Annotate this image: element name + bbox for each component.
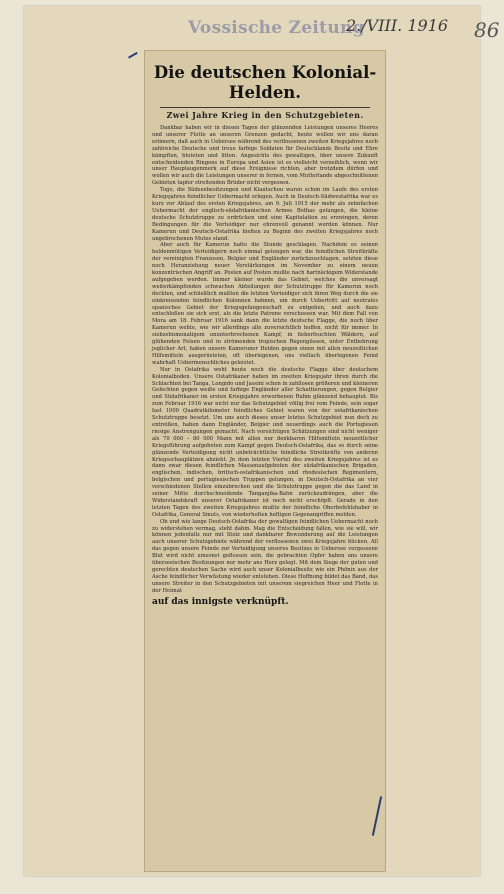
paragraph: Aber auch für Kamerun hatte die Stunde geschlagen. Nachdem es seinen heldenmütigen Verteidigern noch einmal gelungen war, die feindlichen Streitkräfte der vereinigten Franzosen, Belgier und Engländer zurückzuschlagen, setzten diese noch Heranziehung neuer Verstärkungen im November zu einem neuen konzentrischen Angriff an. Posten auf Posten mußte nach hartnäckigem Widerstande aufgegeben werden. Immer kleiner wurde das Gebiet, welches die unversagt weiterkämpfenden schwachen Abteilungen der Schutztruppe für Kamerun noch deckten, und schließlich mußten die letzten Verteidiger sich ihren Weg durch die sie einkreisenden feindlichen Kolonnen bahnen, um durch Uebertritt auf neutrales spanisches Gebiet der Kriegsgefangenschaft zu entgehen, und auch dazu entschloßen sie sich erst, als die letzte Patrone verschossen war. Mit dem Fall von Mora am 18. Februar 1916 sank dann die letzte deutsche Flagge, die noch über Kamerun wehte, wie wir allerdings alle zuversichtlich hoffen, nicht für immer. In siebzehnmonatigem ununterbrochenen Kampf, in fieberfeuchten Wäldern, auf glühenden Felsen und in strömenden tropischen Regengüssen, unter Entbehrung jeglicher Art, haben unsere Kameruner Helden gegen einen mit allen neuzeitlichen Hilfsmitteln ausgerüsteten, oft überlegenen, uns vielfach überlegenen Feind wahrhaft Uebermenschliches geleistet. [152, 242, 378, 366]
article-subtitle: Zwei Jahre Krieg in den Schutzgebieten. [166, 110, 364, 120]
newspaper-clipping [144, 50, 386, 872]
paragraph: Ob und wie lange Deutsch-Ostafrika der gewaltigen feindlichen Uebermacht noch zu widerstehen vermag, steht dahin. Mag die Entscheidung fallen, wie sie will, wir können jedenfalls nur mit Stolz und dankbarer Bewunderung auf die Leistungen auch unserer Schutzgebiete während der verflossenen zwei Kriegsjahre blicken. All das gegen unsere Feinde zur Verteidigung unseres Besitzes in Uebersee vergossene Blut wird nicht umsonst geflossen sein, die gebrachten Opfer haben uns unsere überseeischen Besitzungen nur mehr ans Herz gelegt. Mit dem Siege der guten und gerechten deutschen Sache wird auch unser Kolonialbesitz wie ein Phönix aus der Asche feindlicher Verwüstung wieder entstehen. Diese Hoffnung bildet das Band, das unsere Streiter in den Schutzgebieten mit unserem siegreichen Heer und Flotte in der Heimat [152, 518, 378, 594]
folio-number: 86 [474, 18, 500, 42]
article-closing-line: auf das innigste verknüpft. [152, 596, 289, 607]
handwritten-date: 2./VIII. 1916 [346, 16, 449, 35]
pencil-mark [128, 52, 137, 58]
title-rule [160, 107, 370, 108]
newspaper-stamp: Vossische Zeitung [188, 18, 365, 38]
paragraph: Nur in Ostafrika weht heute noch die deutsche Flagge über deutschem Kolonialboden. Unsere Ostafrikaner haben im zweiten Kriegsjahr ihren durch die Schlachten bei Tanga, Longido und Jassini schon in zahllosen größeren und kleineren Gefechten gegen weiße und farbige Engländer aller Schattierungen, gegen Belgier und Südafrikaner im ersten Kriegsjahre erworbenen Ruhm glänzend behauptet. Bis zum Februar 1916 war nicht nur das Schutzgebiet völlig frei vom Feinde, sein sogar fast 1000 Quadratkilometer feindliches Gebiet waren von der ostafrikanischen Schutztruppe besetzt. Um uns auch dieses unser letztes Schutzgebiet nun doch zu entreißen, haben dann Engländer, Belgier und neuerdings auch die Portugiesen riesige Anstrengungen gemacht. Nach vorsichtigen Schätzungen sind nicht weniger als 70 000 – 80 000 Mann mit allen nur denkbaren Hilfsmitteln neuzeitlicher Kriegsführung aufgeboten zum Kampf gegen Deutsch-Ostafrika, das so durch seine glänzende Verteidigung nicht unbeträchtliche feindliche Streitkräfte von anderen Kriegsschauplätzen abzieht. Jn dem letzten Viertel des zweiten Kriegsjahres ist es dann zwar diesen feindlichen Massenaufgeboten der südafrikanischen Brigaden, englischen, indischen, britisch-ostafrikanischen und rhodesischen Regimentern, belgischen und portugiesischen Truppen gelungen, in Deutsch-Ostafrika an vier verschiedenen Stellen einzubrechen und die Schutztruppe gegen die das Land in seiner Mitte durchschneidende Tanganjika-Bahn zurückzudrängen, aber die Widerstandskraft unserer Ostafrikaner ist noch nicht erschöpft. Gerade in den letzten Tagen des zweiten Kriegsjahres mußte der feindliche Oberbefehlshaber in Ostafrika, General Smuts, von wiederholten heftigen Gegenangriffen melden. [152, 366, 378, 518]
paragraph: Dankbar haben wir in diesen Tagen der glänzenden Leistungen unseres Heeres und unserer Flotte an unseren Grenzen gedacht, heute wollen wir uns daran erinnern, daß auch in Uebersee während des verflossenen zweiten Kriegsjahres noch zahlreiche Deutsche und treue farbige Soldaten für Deutschlands Besitz und Ehre kämpften, bluteten und litten. Angesichts des gewaltigen, über unsere Zukunft entscheidenden Ringens in Europa und Asien ist es vielleicht verzeihlich, wenn wir unser Hauptaugenmerk auf diese Ereignisse richten, aber trotzdem dürfen und wollen wir auch die Leistungen unserer in fernen, vom Mutterlande abgeschnittenen Gebieten tapfer streitenden Brüder nicht vergessen. [152, 125, 378, 187]
paragraph: Togo, die Südseebesitzungen und Kiautschou waren schon im Laufe des ersten Kriegsjahres feindlicher Uebermacht erlegen. Auch in Deutsch-Südwestafrika war es kurz vor Ablauf des ersten Kriegsjahres, am 9. Juli 1915 der mehr als zehnfachen Uebermacht der englisch-südafrikanischen Armee Bothas gelungen, die kleine deutsche Schutztruppe zu erdrücken und eine Kapitulation zu erzwingen, deren Bedingungen für die Verteidiger nur ehrenvoll genannt werden können. Nur Kamerun und Deutsch-Ostafrika hielten zu Beginn des zweiten Kriegsjahres noch ungebrochenen Mutes stand. [152, 187, 378, 242]
archive-sheet [24, 6, 500, 876]
article-body [152, 125, 378, 595]
article-title: Die deutschen Kolonial-Helden. [153, 63, 377, 102]
